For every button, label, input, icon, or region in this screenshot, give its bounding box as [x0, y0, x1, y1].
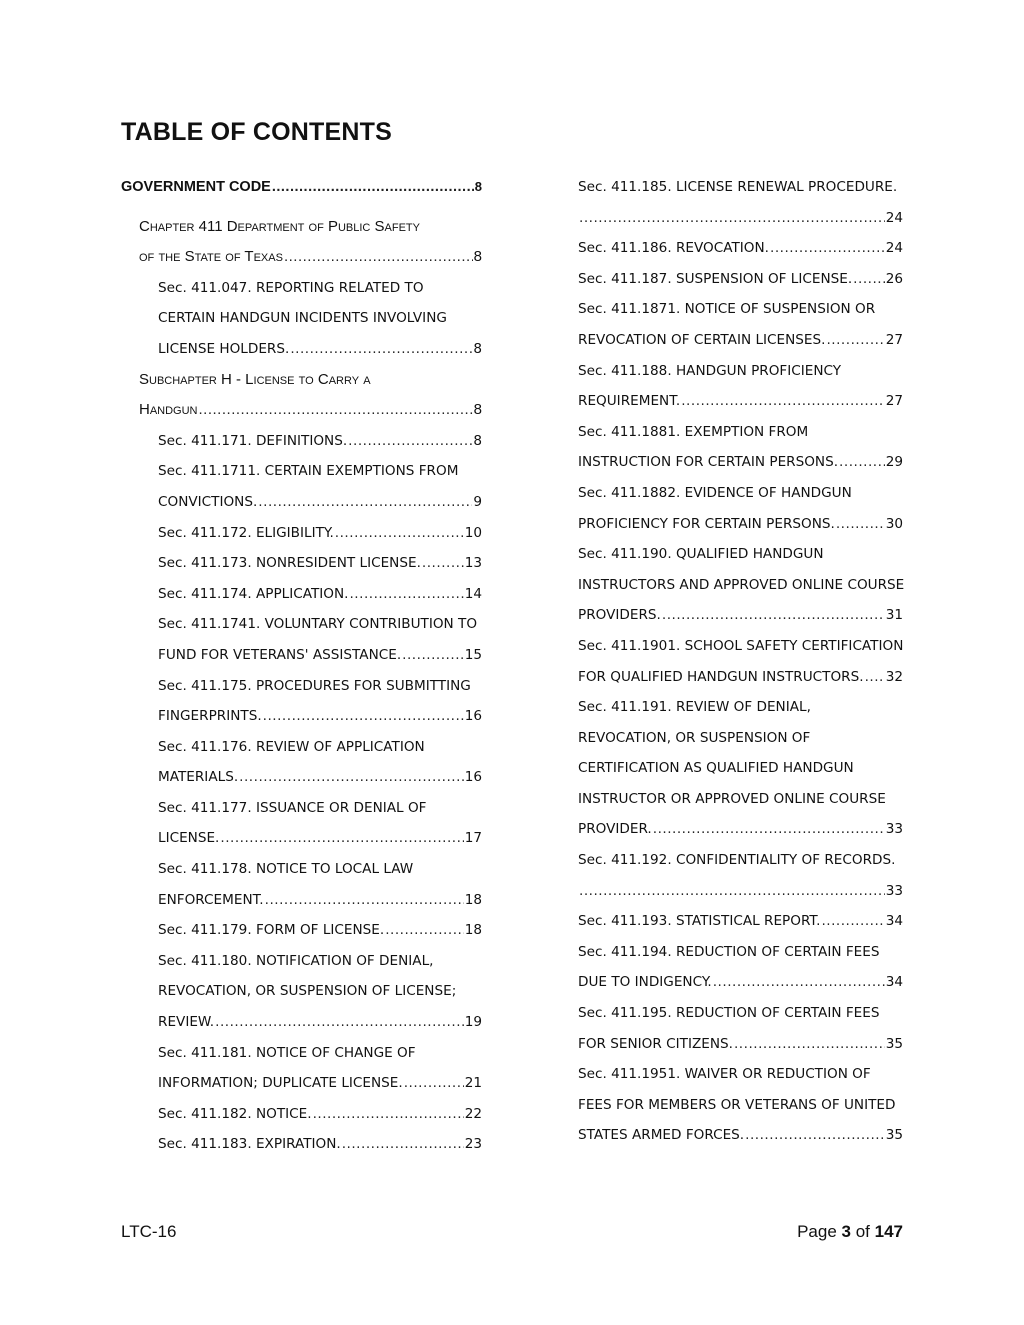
toc-entry-text: Sec. 411.1871. NOTICE OF SUSPENSION OR [578, 301, 876, 318]
dot-leader [199, 395, 473, 426]
toc-page-number: 35 [885, 1035, 903, 1052]
toc-entry-text: INSTRUCTOR OR APPROVED ONLINE COURSE [578, 790, 886, 807]
toc-entry [578, 539, 903, 570]
dot-leader [404, 1068, 464, 1099]
toc-entry-text: Sec. 411.171. DEFINITIONS. [158, 432, 348, 449]
toc-entry-text: Sec. 411.1951. WAIVER OR REDUCTION OF [578, 1066, 871, 1083]
toc-entry[interactable] [121, 242, 482, 273]
toc-entry[interactable] [121, 1129, 482, 1160]
toc-entry[interactable] [121, 426, 482, 457]
toc-entry[interactable] [121, 548, 482, 579]
toc-entry [578, 1090, 903, 1121]
toc-entry[interactable] [578, 509, 903, 540]
toc-entry-text: Sec. 411.193. STATISTICAL REPORT. [578, 913, 821, 930]
toc-entry-text: of the State of Texas [139, 248, 283, 266]
toc-page-number: 10 [464, 524, 482, 541]
toc-entry-text: REVOCATION, OR SUSPENSION OF LICENSE; [158, 983, 457, 1000]
toc-entry-text: Sec. 411.173. NONRESIDENT LICENSE. [158, 555, 421, 572]
toc-entry-text: Sec. 411.187. SUSPENSION OF LICENSE. [578, 270, 853, 287]
toc-entry-text: FINGERPRINTS. [158, 708, 262, 725]
toc-entry[interactable] [578, 264, 903, 295]
toc-entry[interactable] [121, 701, 482, 732]
dot-leader [258, 487, 472, 518]
toc-entry-text: LICENSE. [158, 830, 220, 847]
toc-entry-text: Sec. 411.181. NOTICE OF CHANGE OF [158, 1044, 416, 1061]
toc-entry-text: Sec. 411.190. QUALIFIED HANDGUN [578, 546, 824, 563]
toc-entry-text: MATERIALS. [158, 769, 239, 786]
toc-entry-text: Sec. 411.177. ISSUANCE OR DENIAL OF [158, 799, 427, 816]
toc-page-number: 24 [885, 209, 903, 226]
toc-entry-text: Sec. 411.183. EXPIRATION. [158, 1136, 341, 1153]
toc-entry[interactable] [121, 762, 482, 793]
toc-entry-text: REVIEW. [158, 1014, 215, 1031]
toc-entry-text: FUND FOR VETERANS' ASSISTANCE. [158, 646, 402, 663]
toc-page-number: 15 [464, 646, 482, 663]
toc-entry-text: Sec. 411.180. NOTIFICATION OF DENIAL, [158, 952, 434, 969]
toc-page-number: 34 [885, 974, 903, 991]
toc-page-number: 29 [885, 454, 903, 471]
dot-leader [653, 814, 885, 845]
toc-entry[interactable] [121, 172, 482, 203]
dot-leader [734, 1029, 885, 1060]
toc-entry[interactable] [578, 814, 903, 845]
toc-page-number: 9 [473, 493, 482, 510]
toc-entry [578, 998, 903, 1029]
toc-entry-text: REVOCATION OF CERTAIN LICENSES. [578, 331, 826, 348]
toc-entry [121, 365, 482, 396]
toc-entry[interactable] [578, 967, 903, 998]
toc-entry-text: STATES ARMED FORCES. [578, 1127, 745, 1144]
toc-entry [121, 793, 482, 824]
page-current: 3 [841, 1222, 851, 1241]
toc-entry-text: Sec. 411.1901. SCHOOL SAFETY CERTIFICATION [578, 637, 904, 654]
toc-entry-text: FOR QUALIFIED HANDGUN INSTRUCTORS. [578, 668, 864, 685]
toc-entry-text: PROVIDERS. [578, 607, 661, 624]
toc-entry-text: Sec. 411.1711. CERTAIN EXEMPTIONS FROM [158, 463, 459, 480]
toc-entry [121, 732, 482, 763]
toc-entry [578, 784, 903, 815]
toc-entry-text: CERTAIN HANDGUN INCIDENTS INVOLVING [158, 310, 447, 327]
toc-entry [121, 671, 482, 702]
dot-leader [313, 1099, 464, 1130]
dot-leader [239, 762, 464, 793]
toc-page-number: 8 [473, 432, 482, 449]
toc-entry-text: FOR SENIOR CITIZENS. [578, 1035, 733, 1052]
toc-page-number: 17 [464, 830, 482, 847]
toc-entry[interactable] [578, 1029, 903, 1060]
toc-entry [578, 417, 903, 448]
toc-entry[interactable] [121, 579, 482, 610]
toc-entry[interactable] [121, 915, 482, 946]
toc-entry [121, 976, 482, 1007]
toc-entry [121, 609, 482, 640]
toc-page-number: 8 [473, 340, 482, 357]
toc-entry[interactable] [578, 447, 903, 478]
toc-page-number: 14 [464, 585, 482, 602]
toc-entry-text: FEES FOR MEMBERS OR VETERANS OF UNITED [578, 1096, 896, 1113]
toc-entry[interactable] [578, 203, 903, 234]
dot-leader [745, 1120, 885, 1151]
toc-left-column [121, 172, 482, 1160]
page-title: TABLE OF CONTENTS [121, 118, 392, 146]
dot-leader [265, 885, 464, 916]
toc-page-number: 22 [464, 1105, 482, 1122]
dot-leader [836, 509, 885, 540]
dot-leader [579, 876, 885, 907]
toc-page-number: 24 [885, 240, 903, 257]
toc-spacer [121, 203, 482, 212]
toc-entry-text: Sec. 411.176. REVIEW OF APPLICATION [158, 738, 425, 755]
footer-page-number [797, 1222, 903, 1242]
toc-entry-text: Subchapter H - License to Carry a [139, 370, 371, 388]
dot-leader [826, 325, 884, 356]
toc-entry-text: Handgun [139, 401, 198, 419]
toc-entry-text: INFORMATION; DUPLICATE LICENSE. [158, 1075, 403, 1092]
toc-entry-text: CONVICTIONS. [158, 493, 258, 510]
dot-leader [839, 447, 885, 478]
toc-entry[interactable] [578, 325, 903, 356]
toc-entry [578, 172, 903, 203]
toc-page-number: 34 [885, 913, 903, 930]
toc-entry [578, 845, 903, 876]
toc-page-number: 8 [474, 179, 482, 194]
toc-entry [121, 212, 482, 243]
toc-entry-text: Sec. 411.191. REVIEW OF DENIAL, [578, 699, 811, 716]
toc-entry [578, 753, 903, 784]
toc-page-number: 31 [885, 607, 903, 624]
toc-entry [121, 303, 482, 334]
toc-entry[interactable] [578, 906, 903, 937]
toc-page-number: 23 [464, 1136, 482, 1153]
toc-entry-text: Sec. 411.195. REDUCTION OF CERTAIN FEES [578, 1005, 880, 1022]
toc-entry [578, 723, 903, 754]
toc-entry[interactable] [121, 823, 482, 854]
dot-leader [422, 548, 464, 579]
toc-entry-text: PROVIDER. [578, 821, 652, 838]
toc-entry-text: Sec. 411.1882. EVIDENCE OF HANDGUN [578, 484, 852, 501]
toc-entry [121, 273, 482, 304]
toc-page-number: 27 [885, 331, 903, 348]
toc-entry [578, 631, 903, 662]
toc-entry-text: LICENSE HOLDERS. [158, 340, 290, 357]
toc-entry[interactable] [578, 876, 903, 907]
dot-leader [348, 426, 472, 457]
toc-entry [578, 937, 903, 968]
page-prefix: Page [797, 1222, 842, 1241]
toc-entry-text: Sec. 411.192. CONFIDENTIALITY OF RECORDS. [578, 852, 896, 869]
toc-entry-text: Sec. 411.174. APPLICATION. [158, 585, 349, 602]
toc-entry[interactable] [121, 1007, 482, 1038]
toc-page-number: 13 [464, 555, 482, 572]
toc-entry-text: Sec. 411.188. HANDGUN PROFICIENCY [578, 362, 842, 379]
toc-right-column [578, 172, 903, 1151]
dot-leader [284, 242, 473, 273]
toc-entry-text: Sec. 411.1881. EXEMPTION FROM [578, 423, 809, 440]
dot-leader [681, 386, 884, 417]
dot-leader [263, 701, 464, 732]
toc-entry[interactable] [578, 233, 903, 264]
dot-leader [342, 1129, 464, 1160]
footer-doc-id: LTC-16 [121, 1222, 177, 1241]
toc-entry-text: REVOCATION, OR SUSPENSION OF [578, 729, 811, 746]
toc-entry-text: GOVERNMENT CODE [121, 179, 271, 195]
toc-entry-text: DUE TO INDIGENCY. [578, 974, 712, 991]
toc-entry-text: PROFICIENCY FOR CERTAIN PERSONS. [578, 515, 835, 532]
toc-page-number: 18 [464, 922, 482, 939]
toc-entry-text: CERTIFICATION AS QUALIFIED HANDGUN [578, 760, 854, 777]
toc-entry-text: ENFORCEMENT. [158, 891, 264, 908]
dot-leader [853, 264, 885, 295]
dot-leader [821, 906, 884, 937]
toc-entry [578, 478, 903, 509]
dot-leader [385, 915, 463, 946]
toc-entry-text: Sec. 411.047. REPORTING RELATED TO [158, 279, 424, 296]
dot-leader [402, 640, 464, 671]
dot-leader [290, 334, 472, 365]
toc-entry-text: Sec. 411.186. REVOCATION. [578, 240, 769, 257]
toc-entry [578, 1059, 903, 1090]
toc-entry[interactable] [578, 662, 903, 693]
toc-page-number: 19 [464, 1014, 482, 1031]
toc-page-number: 18 [464, 891, 482, 908]
toc-entry[interactable] [121, 1099, 482, 1130]
dot-leader [349, 579, 463, 610]
toc-entry [578, 294, 903, 325]
toc-page-number: 27 [885, 393, 903, 410]
toc-page-number: 32 [885, 668, 903, 685]
toc-page-number: 26 [885, 270, 903, 287]
toc-page-number: 35 [885, 1127, 903, 1144]
toc-entry[interactable] [121, 518, 482, 549]
toc-page-number: 33 [885, 821, 903, 838]
toc-entry [121, 854, 482, 885]
page-mid: of [851, 1222, 875, 1241]
toc-page-number: 8 [473, 248, 482, 266]
toc-page-number: 16 [464, 708, 482, 725]
toc-entry [121, 456, 482, 487]
toc-entry-text: Sec. 411.194. REDUCTION OF CERTAIN FEES [578, 943, 880, 960]
page-total: 147 [874, 1222, 903, 1241]
toc-entry-text: Sec. 411.179. FORM OF LICENSE. [158, 922, 385, 939]
dot-leader [662, 600, 885, 631]
toc-entry[interactable] [121, 334, 482, 365]
toc-entry[interactable] [121, 395, 482, 426]
dot-leader [579, 203, 885, 234]
toc-entry [578, 692, 903, 723]
toc-entry[interactable] [121, 885, 482, 916]
toc-entry-text: INSTRUCTION FOR CERTAIN PERSONS. [578, 454, 839, 471]
toc-entry[interactable] [121, 487, 482, 518]
dot-leader [272, 172, 474, 203]
toc-entry-text: INSTRUCTORS AND APPROVED ONLINE COURSE [578, 576, 905, 593]
toc-entry[interactable] [121, 640, 482, 671]
dot-leader [215, 1007, 464, 1038]
toc-entry[interactable] [578, 600, 903, 631]
toc-page-number: 8 [473, 401, 482, 419]
toc-entry-text: Sec. 411.175. PROCEDURES FOR SUBMITTING [158, 677, 471, 694]
toc-page-number: 21 [464, 1075, 482, 1092]
toc-entry [578, 356, 903, 387]
dot-leader [770, 233, 885, 264]
dot-leader [865, 662, 885, 693]
toc-entry-text: Sec. 411.178. NOTICE TO LOCAL LAW [158, 861, 414, 878]
toc-entry-text: Sec. 411.1741. VOLUNTARY CONTRIBUTION TO [158, 616, 478, 633]
toc-page-number: 33 [885, 882, 903, 899]
toc-entry[interactable] [121, 1068, 482, 1099]
toc-entry[interactable] [578, 1120, 903, 1151]
toc-page-number: 16 [464, 769, 482, 786]
toc-entry[interactable] [578, 386, 903, 417]
dot-leader [335, 518, 464, 549]
toc-entry-text: Sec. 411.182. NOTICE. [158, 1105, 312, 1122]
dot-leader [713, 967, 885, 998]
toc-entry-text: REQUIREMENT. [578, 393, 681, 410]
toc-entry-text: Chapter 411 Department of Public Safety [139, 217, 420, 235]
toc-entry [578, 570, 903, 601]
toc-entry-text: Sec. 411.185. LICENSE RENEWAL PROCEDURE. [578, 179, 898, 195]
toc-page-number: 30 [885, 515, 903, 532]
toc-entry [121, 946, 482, 977]
toc-entry-text: Sec. 411.172. ELIGIBILITY. [158, 524, 334, 541]
dot-leader [220, 823, 463, 854]
toc-entry [121, 1038, 482, 1069]
